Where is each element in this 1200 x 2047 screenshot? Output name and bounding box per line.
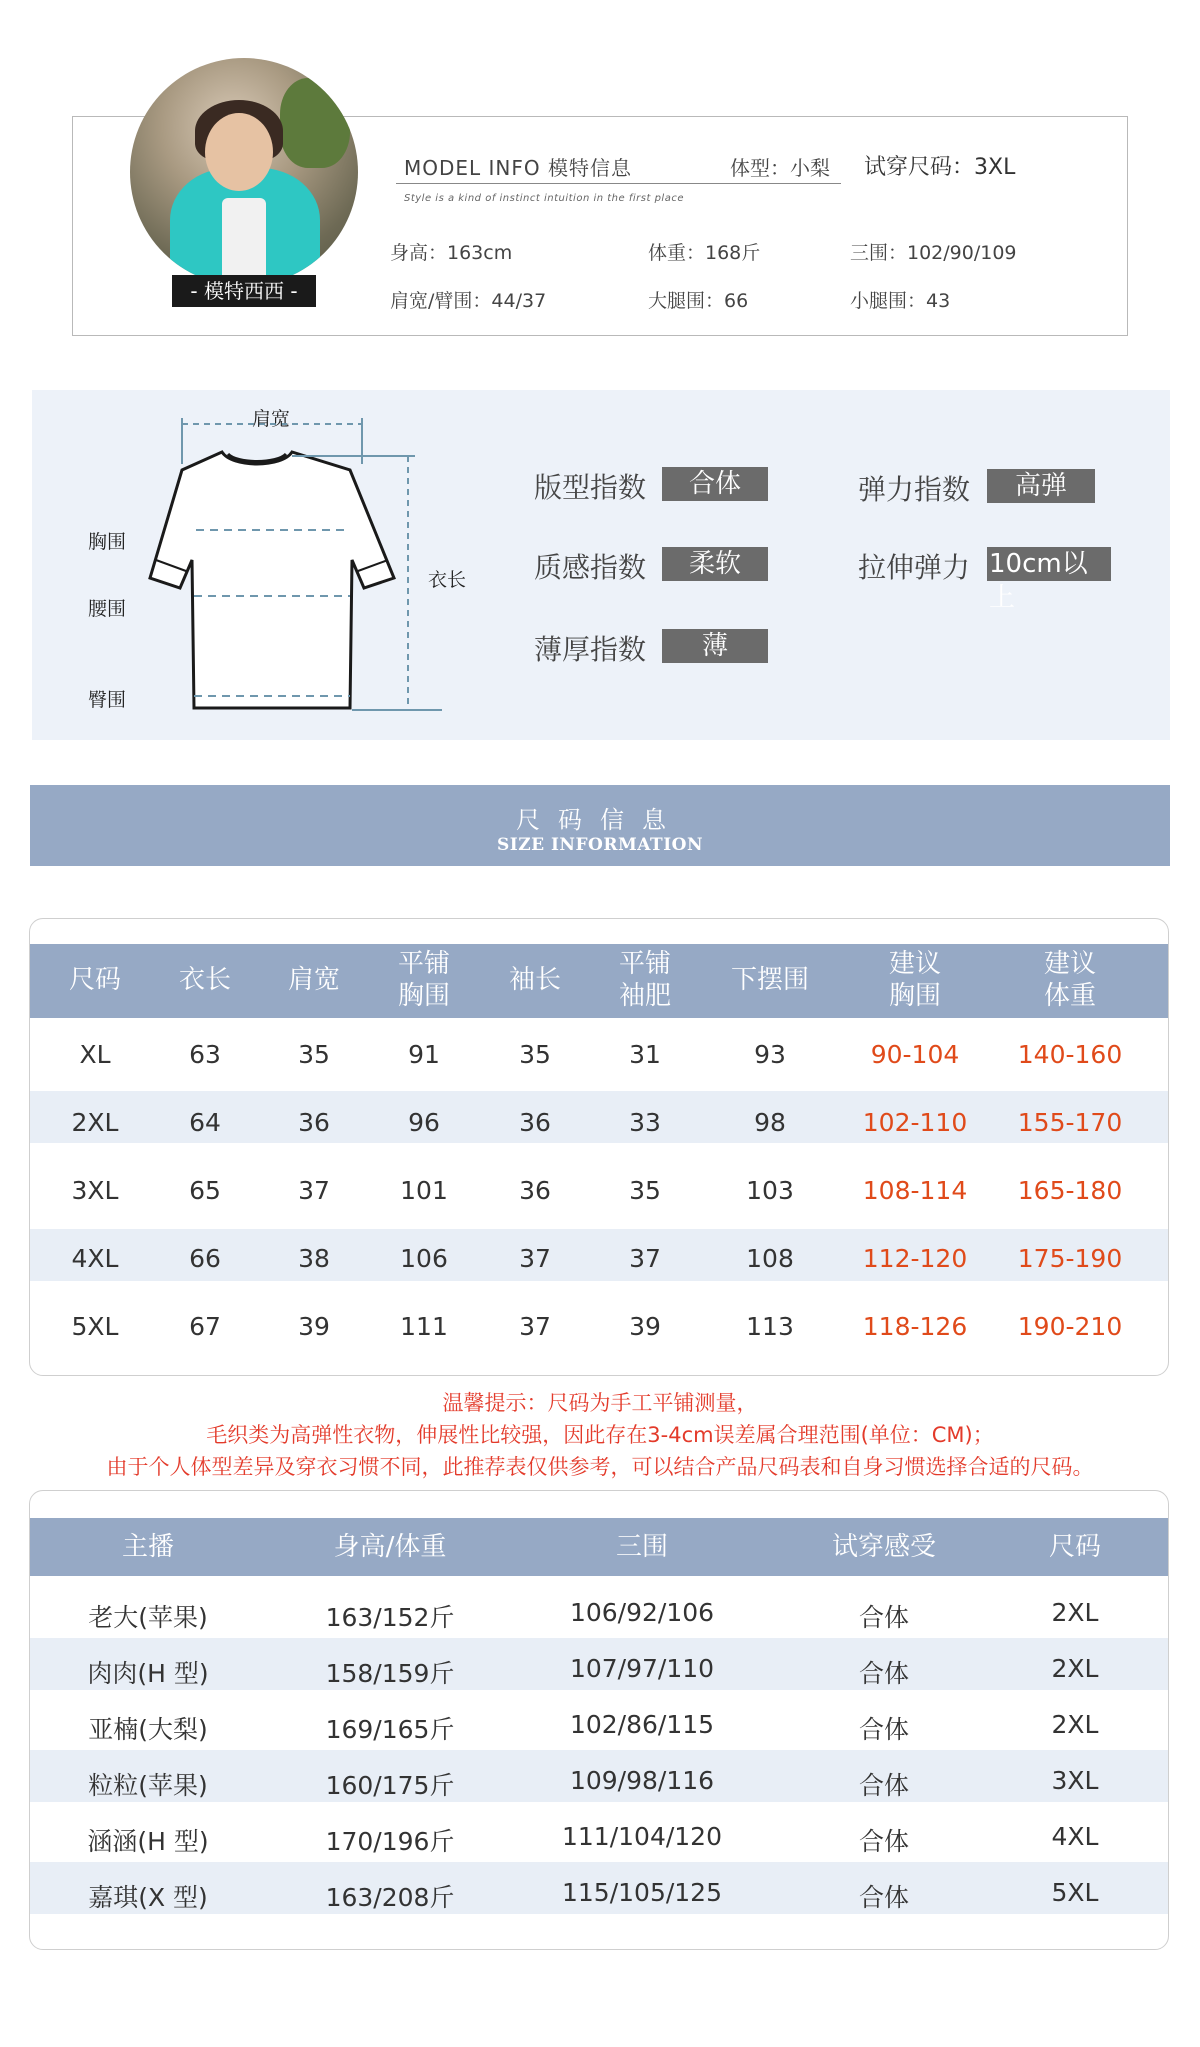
- tryon-cell: 3XL: [1051, 1766, 1099, 1795]
- size-cell: 106: [400, 1244, 448, 1273]
- size-cell: 64: [189, 1108, 221, 1137]
- size-cell: 113: [746, 1312, 794, 1341]
- size-cell: 63: [189, 1040, 221, 1069]
- model-info-title: MODEL INFO 模特信息: [404, 156, 632, 180]
- size-cell: 5XL: [71, 1312, 119, 1341]
- tryon-cell: 粒粒(苹果): [88, 1771, 208, 1800]
- size-header-cell: 袖长: [508, 965, 561, 995]
- tryon-cell: 111/104/120: [562, 1822, 722, 1851]
- size-cell: 102-110: [862, 1108, 968, 1137]
- size-cell: 33: [629, 1108, 661, 1137]
- attr-texture-value: 柔软: [662, 547, 768, 581]
- tryon-cell: 169/165斤: [325, 1715, 455, 1744]
- size-cell: 112-120: [862, 1244, 968, 1273]
- attr-texture-label: 质感指数: [534, 551, 647, 584]
- tryon-cell: 肉肉(H 型): [87, 1659, 209, 1688]
- size-header-cell: 建议 胸围: [888, 949, 941, 1011]
- size-cell: 37: [629, 1244, 661, 1273]
- tryon-cell: 102/86/115: [569, 1710, 715, 1739]
- banner-title-cn: 尺码信息: [516, 806, 684, 834]
- tryon-cell: 合体: [858, 1883, 909, 1912]
- size-cell: 140-160: [1017, 1040, 1123, 1069]
- label-length: 衣长: [428, 569, 467, 591]
- size-cell: 101: [400, 1176, 448, 1205]
- model-name-tag: - 模特西西 -: [172, 275, 316, 307]
- size-header-cell: 衣长: [178, 965, 231, 995]
- tryon-cell: 158/159斤: [325, 1659, 455, 1688]
- tryon-header-cell: 三围: [615, 1532, 668, 1562]
- model-try-size: 试穿尺码：3XL: [864, 155, 1016, 180]
- attr-elasticity-label: 弹力指数: [858, 473, 971, 506]
- tryon-header-cell: 身高/体重: [333, 1532, 447, 1562]
- size-cell: 35: [629, 1176, 661, 1205]
- label-chest: 胸围: [88, 531, 127, 553]
- model-slogan: Style is a kind of instinct intuition in the first place: [404, 193, 684, 204]
- model-weight: 体重：168斤: [648, 242, 761, 264]
- size-cell: 91: [408, 1040, 440, 1069]
- attr-thickness-value: 薄: [662, 629, 768, 663]
- tryon-cell: 163/208斤: [325, 1883, 455, 1912]
- tryon-cell: 亚楠(大梨): [88, 1715, 208, 1744]
- label-waist: 腰围: [88, 598, 127, 620]
- size-cell: 2XL: [71, 1108, 119, 1137]
- size-cell: 31: [629, 1040, 661, 1069]
- size-cell: 39: [298, 1312, 330, 1341]
- model-avatar: [130, 58, 358, 286]
- size-cell: 65: [189, 1176, 221, 1205]
- size-cell: 108-114: [862, 1176, 968, 1205]
- model-body-type: 体型：小梨: [730, 156, 830, 180]
- model-calf: 小腿围：43: [850, 290, 951, 312]
- banner-title-en: SIZE INFORMATION: [496, 835, 704, 855]
- size-cell: 36: [519, 1108, 551, 1137]
- size-cell: XL: [79, 1040, 111, 1069]
- tryon-cell: 合体: [858, 1603, 909, 1632]
- tryon-cell: 115/105/125: [562, 1878, 722, 1907]
- tryon-cell: 5XL: [1051, 1878, 1099, 1907]
- tryon-cell: 107/97/110: [569, 1654, 715, 1683]
- model-measurements: 三围：102/90/109: [850, 242, 1017, 264]
- size-cell: 35: [298, 1040, 330, 1069]
- size-header-cell: 下摆围: [730, 965, 809, 995]
- tryon-cell: 合体: [858, 1771, 909, 1800]
- size-cell: 37: [519, 1312, 551, 1341]
- size-cell: 111: [400, 1312, 448, 1341]
- tryon-cell: 2XL: [1051, 1598, 1099, 1627]
- title-divider: [396, 183, 841, 184]
- tryon-cell: 163/152斤: [325, 1603, 455, 1632]
- attr-thickness-label: 薄厚指数: [534, 633, 647, 666]
- size-header-cell: 建议 体重: [1043, 949, 1096, 1011]
- model-shoulder-arm: 肩宽/臂围：44/37: [390, 290, 547, 312]
- attr-fit-value: 合体: [662, 467, 768, 501]
- tryon-cell: 2XL: [1051, 1710, 1099, 1739]
- attr-fit-label: 版型指数: [534, 471, 647, 504]
- size-cell: 93: [754, 1040, 786, 1069]
- size-cell: 66: [189, 1244, 221, 1273]
- model-thigh: 大腿围：66: [648, 290, 749, 312]
- size-cell: 165-180: [1017, 1176, 1123, 1205]
- tryon-cell: 106/92/106: [569, 1598, 715, 1627]
- size-cell: 3XL: [71, 1176, 119, 1205]
- size-cell: 190-210: [1017, 1312, 1123, 1341]
- size-cell: 118-126: [862, 1312, 968, 1341]
- attr-stretch-label: 拉伸弹力: [858, 551, 971, 584]
- size-cell: 103: [746, 1176, 794, 1205]
- tryon-header-cell: 试穿感受: [831, 1532, 936, 1562]
- note-line-3: 由于个人体型差异及穿衣习惯不同，此推荐表仅供参考，可以结合产品尺码表和自身习惯选择合适的尺码。: [106, 1455, 1094, 1479]
- size-cell: 36: [298, 1108, 330, 1137]
- label-shoulder: 肩宽: [252, 408, 291, 430]
- tryon-cell: 嘉琪(X 型): [88, 1883, 208, 1912]
- model-height: 身高：163cm: [390, 242, 513, 264]
- tryon-cell: 涵涵(H 型): [87, 1827, 209, 1856]
- size-cell: 39: [629, 1312, 661, 1341]
- size-cell: 4XL: [71, 1244, 119, 1273]
- size-cell: 38: [298, 1244, 330, 1273]
- size-cell: 37: [519, 1244, 551, 1273]
- tryon-cell: 合体: [858, 1659, 909, 1688]
- tryon-cell: 老大(苹果): [88, 1603, 208, 1632]
- size-cell: 67: [189, 1312, 221, 1341]
- tryon-header-cell: 主播: [121, 1532, 174, 1562]
- size-header-cell: 肩宽: [287, 965, 340, 995]
- tryon-cell: 160/175斤: [325, 1771, 455, 1800]
- size-cell: 35: [519, 1040, 551, 1069]
- size-cell: 37: [298, 1176, 330, 1205]
- size-header-cell: 平铺 胸围: [397, 949, 450, 1011]
- size-cell: 96: [408, 1108, 440, 1137]
- tshirt-outline: [150, 452, 394, 708]
- tryon-cell: 合体: [858, 1827, 909, 1856]
- size-cell: 155-170: [1017, 1108, 1123, 1137]
- tryon-cell: 4XL: [1051, 1822, 1099, 1851]
- tryon-cell: 2XL: [1051, 1654, 1099, 1683]
- tryon-cell: 109/98/116: [569, 1766, 715, 1795]
- size-cell: 108: [746, 1244, 794, 1273]
- note-line-1: 温馨提示：尺码为手工平铺测量，: [442, 1391, 758, 1415]
- label-hip: 臀围: [88, 689, 127, 711]
- size-header-cell: 尺码: [68, 965, 121, 995]
- tryon-cell: 170/196斤: [325, 1827, 455, 1856]
- size-cell: 175-190: [1017, 1244, 1123, 1273]
- size-cell: 98: [754, 1108, 786, 1137]
- size-header-cell: 平铺 袖肥: [618, 949, 671, 1011]
- attr-stretch-value: 10cm以上: [987, 547, 1111, 581]
- size-cell: 90-104: [870, 1040, 960, 1069]
- attr-elasticity-value: 高弹: [987, 469, 1095, 503]
- note-line-2: 毛织类为高弹性衣物，伸展性比较强，因此存在3-4cm误差属合理范围(单位：CM)；: [206, 1423, 994, 1447]
- tryon-cell: 合体: [858, 1715, 909, 1744]
- tryon-header-cell: 尺码: [1048, 1532, 1101, 1562]
- size-cell: 36: [519, 1176, 551, 1205]
